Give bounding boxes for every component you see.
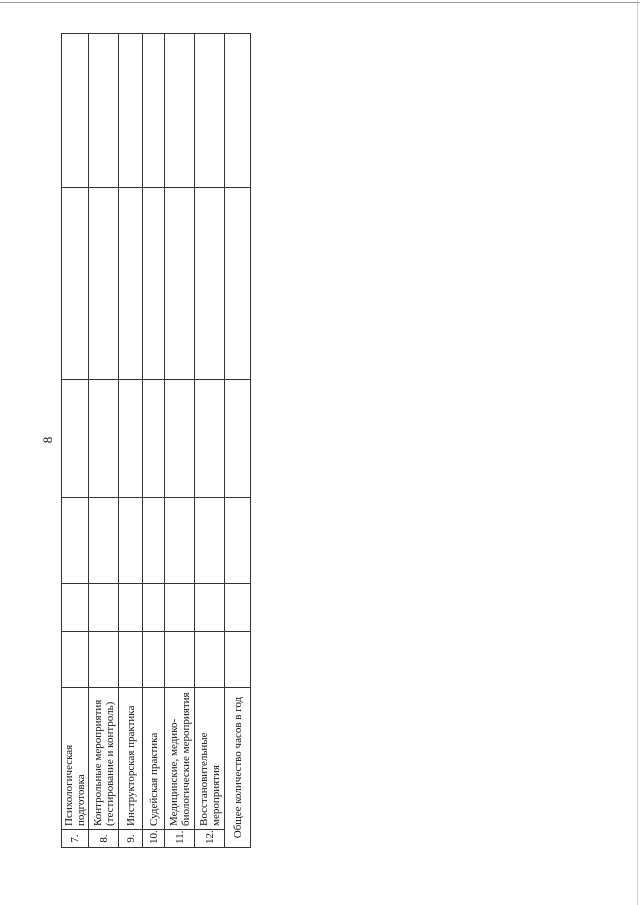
total-label: Общее количество часов в год xyxy=(225,688,251,848)
scan-edge-right xyxy=(637,0,638,905)
table-cell xyxy=(89,632,119,688)
page-number: 8 xyxy=(40,436,55,444)
row-number: 10. xyxy=(143,830,165,848)
table-cell xyxy=(89,34,119,188)
table-cell xyxy=(165,498,195,584)
row-label: Восстановительные мероприятия xyxy=(195,688,225,830)
table-row xyxy=(89,34,119,848)
table-cell xyxy=(143,380,165,498)
table-cell xyxy=(119,498,143,584)
table-cell xyxy=(119,380,143,498)
table-cell xyxy=(225,34,251,188)
table-cell xyxy=(62,584,89,632)
row-label: Контрольные мероприятия (тестирование и контроль) xyxy=(89,688,119,830)
row-label: Судейская практика xyxy=(143,688,165,830)
table-row xyxy=(119,34,143,848)
table-cell xyxy=(225,380,251,498)
table-cell xyxy=(62,34,89,188)
row-label: Инструкторская практика xyxy=(119,688,143,830)
table-cell xyxy=(62,380,89,498)
table-cell xyxy=(89,498,119,584)
table-cell xyxy=(143,188,165,380)
table-row xyxy=(195,34,225,848)
row-number: 8. xyxy=(89,830,119,848)
table-row xyxy=(143,34,165,848)
table-cell xyxy=(165,632,195,688)
table-cell xyxy=(143,584,165,632)
table-row xyxy=(165,34,195,848)
table-cell xyxy=(195,188,225,380)
table-row xyxy=(62,34,89,848)
table-cell xyxy=(165,34,195,188)
table-cell xyxy=(225,498,251,584)
table-cell xyxy=(62,188,89,380)
row-label: Психологическая подготовка xyxy=(62,688,89,830)
table-cell xyxy=(119,584,143,632)
row-number: 7. xyxy=(62,830,89,848)
table-cell xyxy=(165,380,195,498)
table-cell xyxy=(195,34,225,188)
table-cell xyxy=(119,632,143,688)
table-cell xyxy=(195,584,225,632)
table-cell xyxy=(119,188,143,380)
row-number: 9. xyxy=(119,830,143,848)
row-label: Медицинские, медико-биологические мероприятия xyxy=(165,688,195,830)
table-cell xyxy=(89,584,119,632)
table-cell xyxy=(225,632,251,688)
table-cell xyxy=(195,498,225,584)
table-row-total xyxy=(225,34,251,848)
training-hours-table xyxy=(61,34,244,848)
table-cell xyxy=(143,632,165,688)
table-cell xyxy=(143,34,165,188)
table-cell xyxy=(195,632,225,688)
table-cell xyxy=(62,498,89,584)
table-cell xyxy=(143,498,165,584)
table-cell xyxy=(165,188,195,380)
table-cell xyxy=(89,188,119,380)
row-number: 11. xyxy=(165,830,195,848)
table-cell xyxy=(195,380,225,498)
table-cell xyxy=(225,188,251,380)
row-number: 12. xyxy=(195,830,225,848)
table-cell xyxy=(225,584,251,632)
schedule-table xyxy=(61,33,251,848)
table-cell xyxy=(165,584,195,632)
scan-edge-top xyxy=(0,2,640,3)
table-cell xyxy=(62,632,89,688)
table-cell xyxy=(119,34,143,188)
table-cell xyxy=(89,380,119,498)
